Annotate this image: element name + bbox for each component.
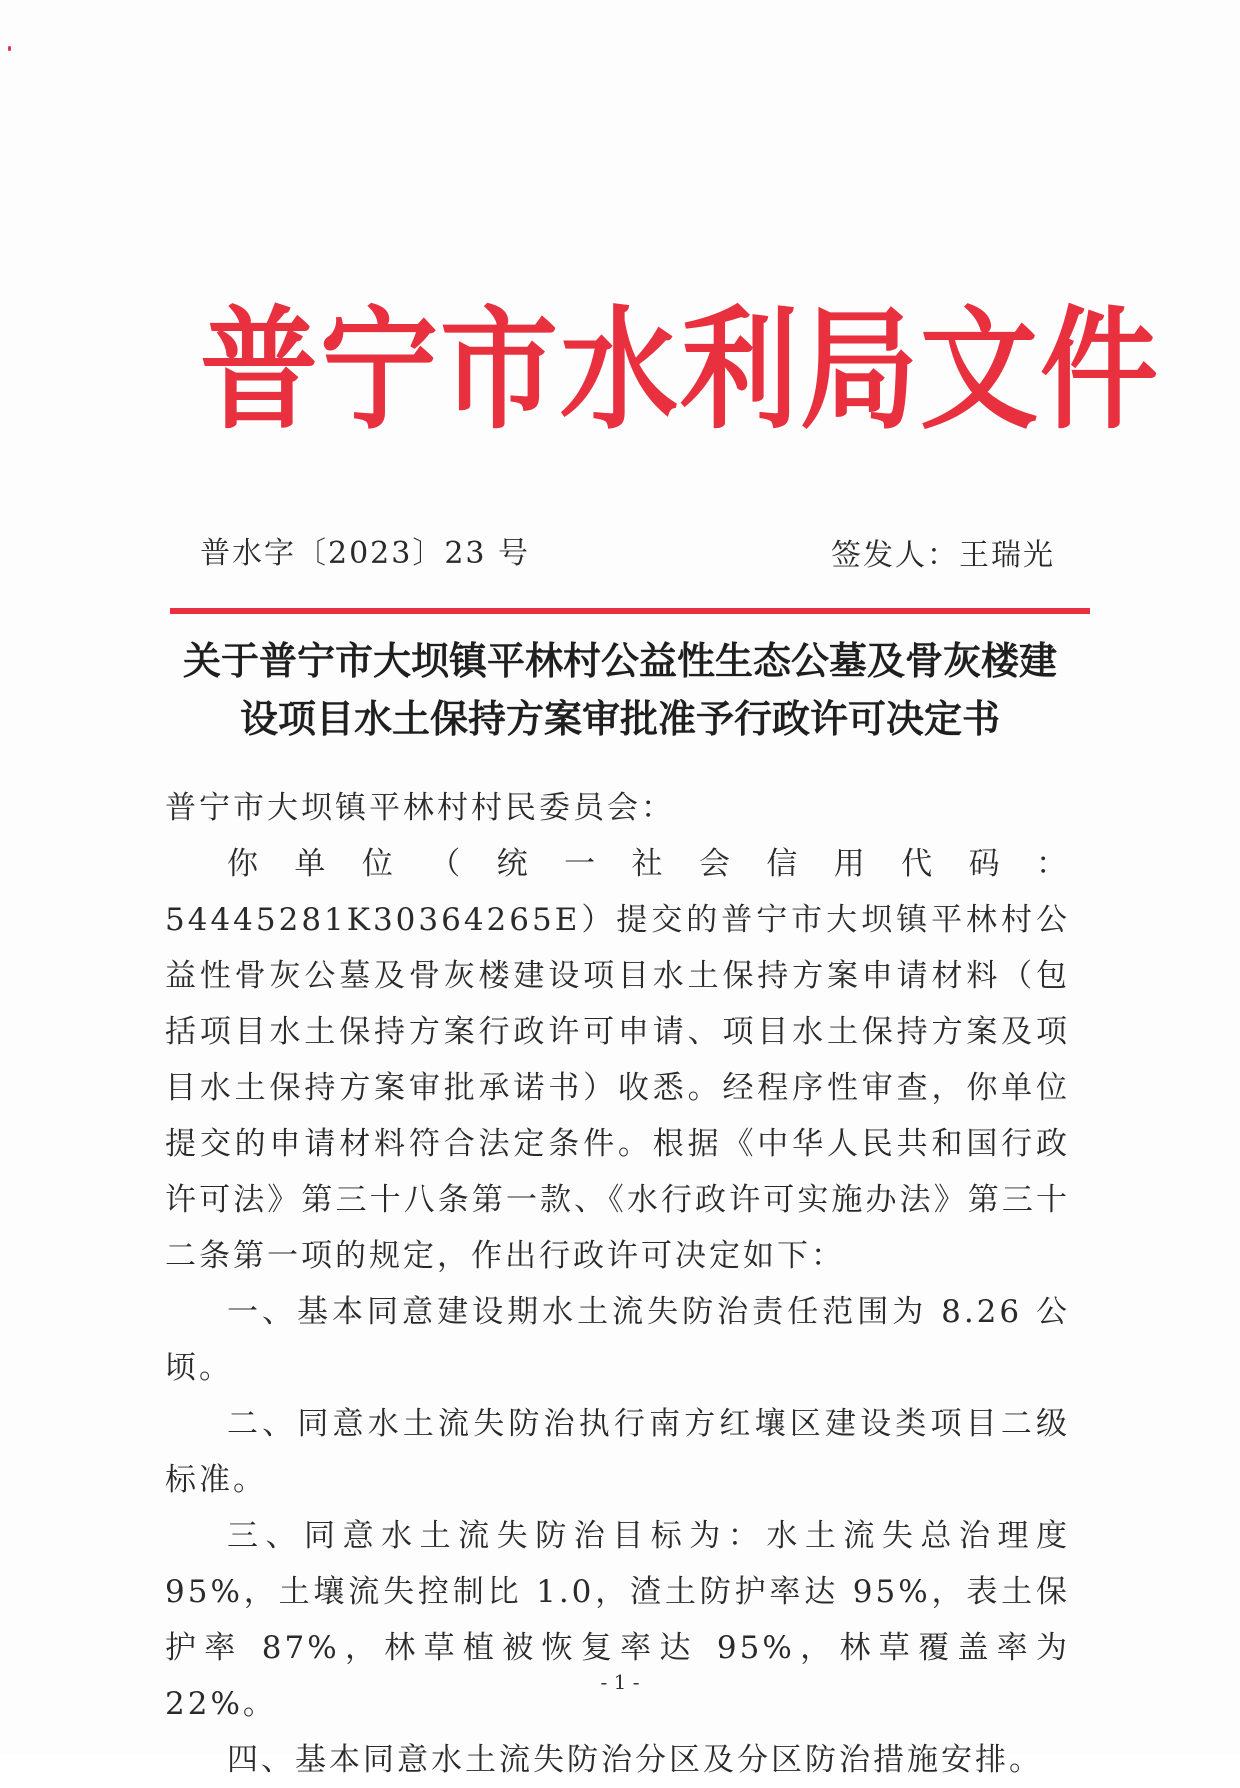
title-line-1: 关于普宁市大坝镇平林村公益性生态公墓及骨灰楼建: [182, 639, 1057, 683]
addressee: 普宁市大坝镇平林村村民委员会：: [165, 790, 675, 826]
red-divider-line: [170, 608, 1090, 614]
signer: 签发人：王瑞光: [831, 538, 1055, 573]
document-title: [160, 632, 1080, 748]
document-number: 普水字〔2023〕23 号: [200, 536, 531, 571]
document-body: [165, 780, 1070, 1788]
body-paragraph: 你单位（统一社会信用代码：54445281K30364265E）提交的普宁市大坝镇平林村公益性骨灰公墓及骨灰楼建设项目水土保持方案申请材料（包括项目水土保持方案行政许可申请、项目水土保持方案及项目水土保持方案审批承诺书）收悉。经程序性审查，你单位提交的申请材料符合法定条件。根据《中华人民共和国行政许可法》第三十八条第一款、《水行政许可实施办法》第三十二条第一项的规定，作出行政许可决定如下：: [165, 846, 1070, 1274]
decision-item-1: 一、基本同意建设期水土流失防治责任范围为 8.26 公顷。: [165, 1294, 1070, 1386]
decision-item-4: 四、基本同意水土流失防治分区及分区防治措施安排。: [227, 1742, 1043, 1778]
decision-item-2: 二、同意水土流失防治执行南方红壤区建设类项目二级标准。: [165, 1406, 1070, 1498]
red-speck-mark: [8, 46, 11, 51]
masthead-title: 普宁市水利局文件: [200, 292, 1161, 448]
decision-item-3: 三、同意水土流失防治目标为：水土流失总治理度 95%，土壤流失控制比 1.0，渣土防护率达 95%，表土保护率 87%，林草植被恢复率达 95%，林草覆盖率为 22%。: [165, 1518, 1070, 1722]
title-line-2: 设项目水土保持方案审批准予行政许可决定书: [239, 697, 1000, 741]
page-number: - 1 -: [600, 1670, 640, 1694]
